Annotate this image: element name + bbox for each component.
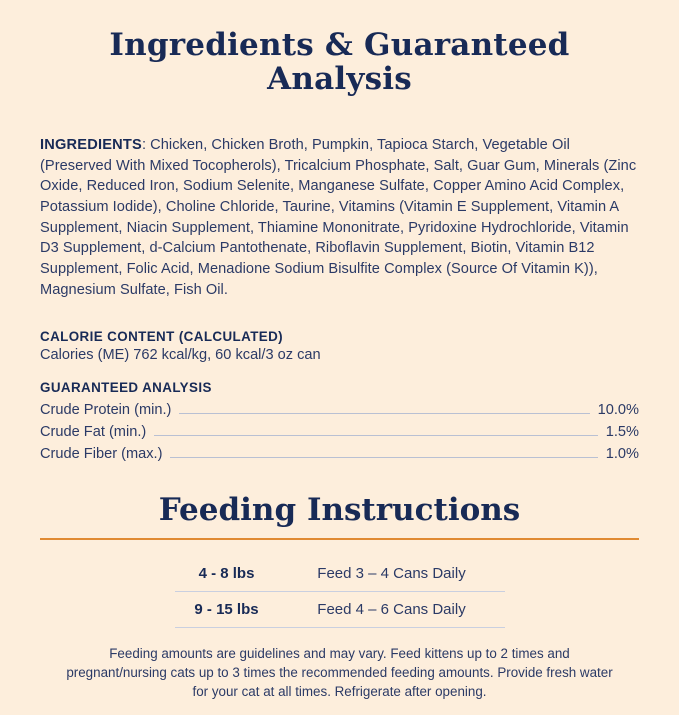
weight-range: 9 - 15 lbs — [194, 600, 259, 618]
nutrient-name: Crude Fiber (max.) — [40, 446, 163, 463]
feeding-amount: Feed 3 – 4 Cans Daily — [317, 564, 466, 582]
guaranteed-analysis-list — [40, 400, 639, 466]
leader-line — [170, 457, 597, 458]
nutrient-value: 1.0% — [605, 446, 639, 463]
feeding-amount: Feed 4 – 6 Cans Daily — [317, 600, 466, 618]
guaranteed-analysis-row — [40, 422, 639, 444]
ingredients-label: INGREDIENTS — [40, 136, 142, 153]
nutrient-name: Crude Protein (min.) — [40, 402, 172, 419]
feeding-section — [40, 492, 639, 715]
feeding-title-divider — [40, 538, 639, 540]
table-row — [175, 592, 505, 628]
weight-range: 4 - 8 lbs — [198, 564, 255, 582]
nutrient-name: Crude Fat (min.) — [40, 424, 147, 441]
guaranteed-analysis-row — [40, 444, 639, 466]
ingredients-paragraph — [40, 135, 639, 301]
ingredients-section-title: Ingredients & Guaranteed Analysis — [109, 27, 570, 98]
nutrient-value: 10.0% — [597, 402, 639, 419]
table-row — [175, 556, 505, 592]
leader-line — [179, 413, 589, 414]
leader-line — [154, 435, 598, 436]
guaranteed-analysis-row — [40, 400, 639, 422]
feeding-note: Feeding amounts are guidelines and may vary. Feed kittens up to 2 times and pregnant/nursing cats up to 3 times the recommended feeding amounts. Provide fresh water for your cat at all times. Refrigerate after opening. — [66, 645, 613, 700]
nutrient-value: 1.5% — [605, 424, 639, 441]
feeding-table — [175, 556, 505, 628]
feeding-section-title: Feeding Instructions — [158, 491, 521, 528]
calorie-content-heading: CALORIE CONTENT (CALCULATED) — [40, 329, 284, 345]
guaranteed-analysis-heading: GUARANTEED ANALYSIS — [40, 379, 212, 395]
ingredients-text: : Chicken, Chicken Broth, Pumpkin, Tapioca Starch, Vegetable Oil (Preserved With Mixed Tocopherols), Tricalcium Phosphate, Salt, Guar Gum, Minerals (Zinc Oxide, Reduced Iron, Sodium Selenite, Manganese Sulfate, Copper Amino Acid Complex, Potassium Iodide), Choline Chloride, Taurine, Vitamins (Vitamin E Supplement, Vitamin A Supplement, Niacin Supplement, Thiamine Mononitrate, Pyridoxine Hydrochloride, Vitamin D3 Supplement, d-Calcium Pantothenate, Riboflavin Supplement, Biotin, Vitamin B12 Supplement, Folic Acid, Menadione Sodium Bisulfite Complex (Source Of Vitamin K)), Magnesium Sulfate, Fish Oil. — [40, 136, 637, 298]
calorie-content-text: Calories (ME) 762 kcal/kg, 60 kcal/3 oz can — [40, 347, 321, 364]
